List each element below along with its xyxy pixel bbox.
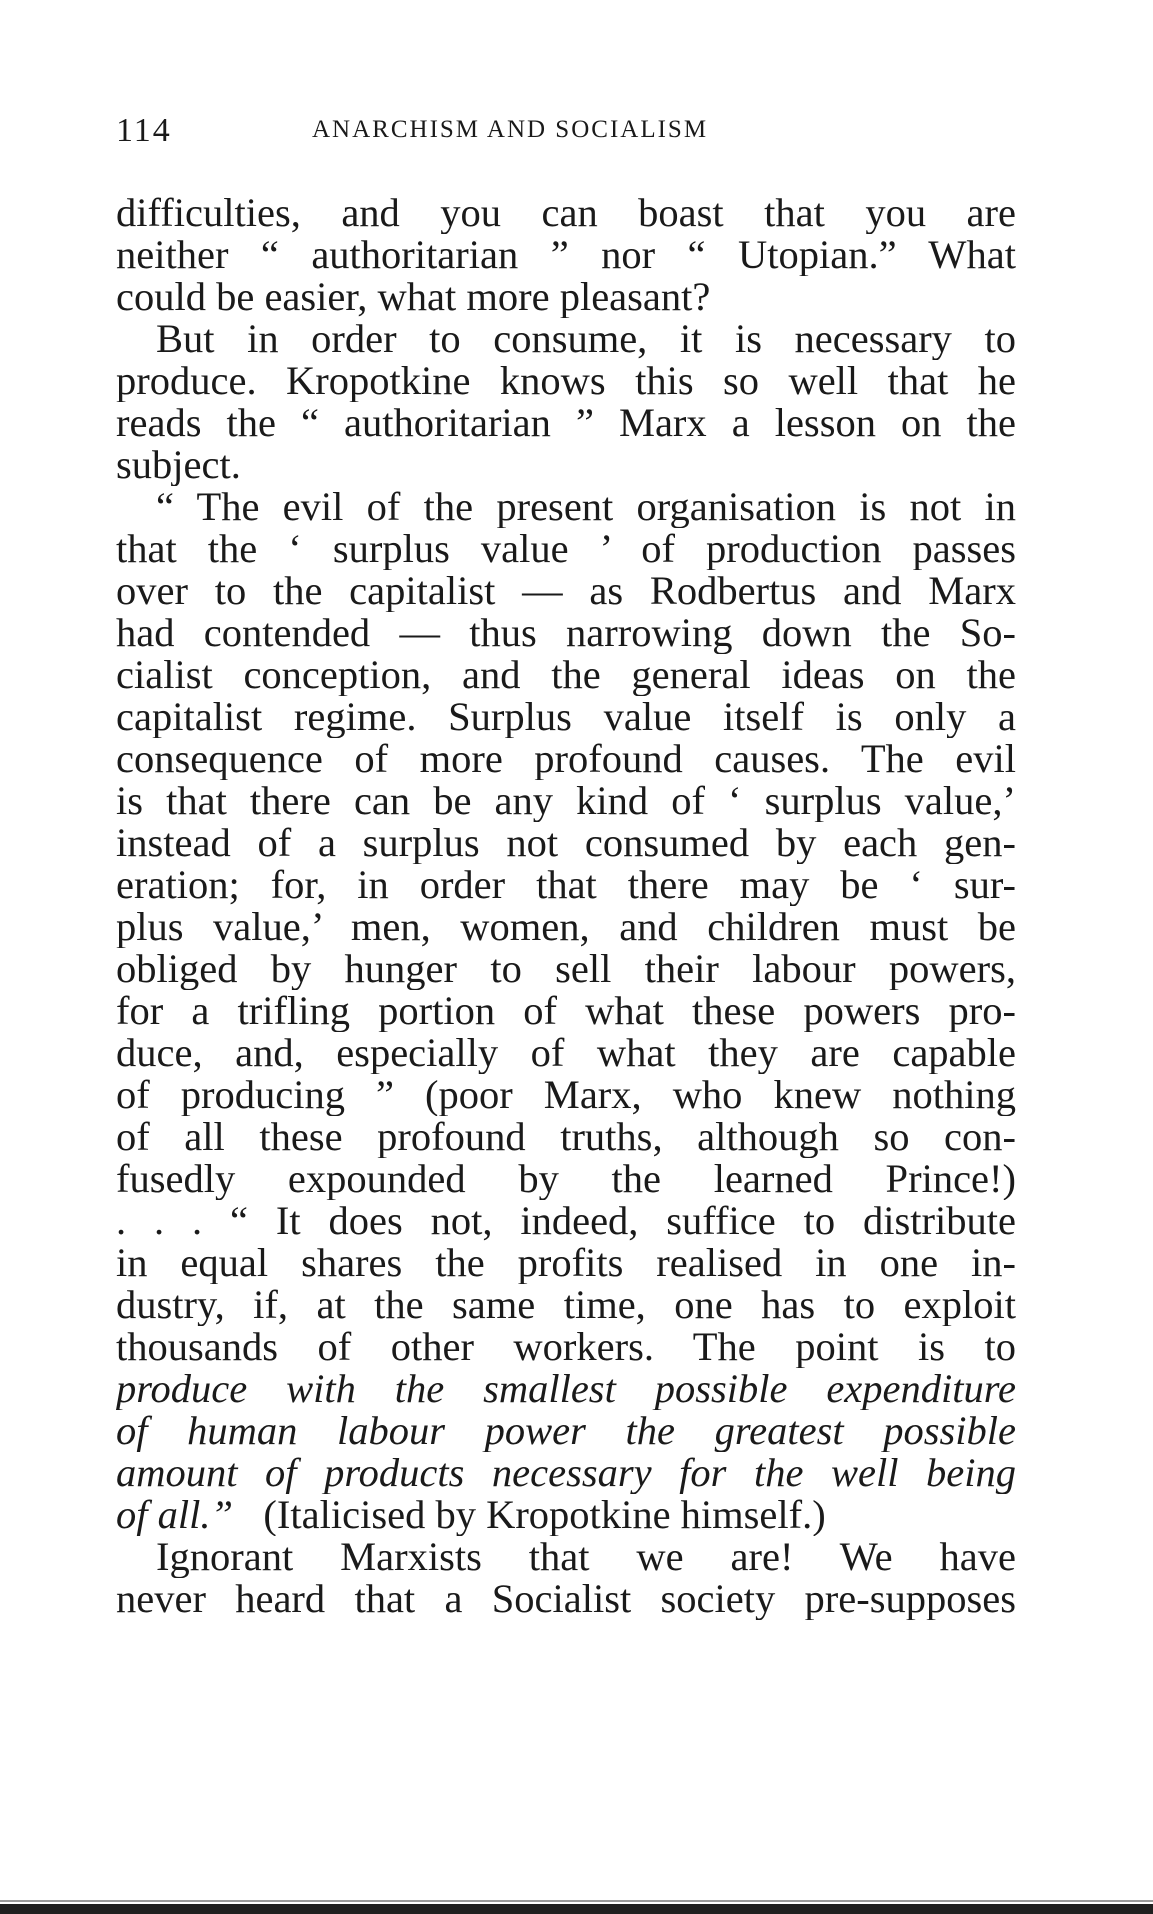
text-line: never heard that a Socialist society pre-supposes — [116, 1578, 1016, 1620]
text-line-mixed — [116, 1494, 1016, 1536]
text-line: dustry, if, at the same time, one has to exploit — [116, 1284, 1016, 1326]
text-line: over to the capitalist — as Rodbertus and Marx — [116, 570, 1016, 612]
text-line: for a trifling portion of what these powers pro- — [116, 990, 1016, 1032]
italic-line — [116, 1410, 1016, 1452]
italic-text: of all.” — [116, 1494, 234, 1536]
scan-edge — [0, 1904, 1153, 1914]
italic-text: produce with the smallest possible expenditure — [116, 1368, 1016, 1410]
text-line: instead of a surplus not consumed by each gen- — [116, 822, 1016, 864]
text-line: cialist conception, and the general ideas on the — [116, 654, 1016, 696]
text-line: “ The evil of the present organisation is not in — [156, 486, 1016, 528]
text-line: eration; for, in order that there may be ‘ sur- — [116, 864, 1016, 906]
text-line: capitalist regime. Surplus value itself is only a — [116, 696, 1016, 738]
text-line: produce. Kropotkine knows this so well that he — [116, 360, 1016, 402]
italic-text: of human labour power the greatest possible — [116, 1410, 1016, 1452]
italic-text: amount of products necessary for the well being — [116, 1452, 1016, 1494]
text-line: But in order to consume, it is necessary to — [156, 318, 1016, 360]
text-line: neither “ authoritarian ” nor “ Utopian.” What — [116, 234, 1016, 276]
page-number: 114 — [116, 112, 172, 149]
text-line: subject. — [116, 444, 241, 486]
body-text — [116, 192, 1016, 1620]
text-line: of all these profound truths, although so con- — [116, 1116, 1016, 1158]
italic-line — [116, 1368, 1016, 1410]
text-line: is that there can be any kind of ‘ surplus value,’ — [116, 780, 1016, 822]
text-line: of producing ” (poor Marx, who knew nothing — [116, 1074, 1016, 1116]
text-line: plus value,’ men, women, and children must be — [116, 906, 1016, 948]
text-line: obliged by hunger to sell their labour powers, — [116, 948, 1016, 990]
text-line: could be easier, what more pleasant? — [116, 276, 711, 318]
text-line: duce, and, especially of what they are capable — [116, 1032, 1016, 1074]
text-line: Ignorant Marxists that we are! We have — [156, 1536, 1016, 1578]
text-line: in equal shares the profits realised in one in- — [116, 1242, 1016, 1284]
text-line: . . . “ It does not, indeed, suffice to distribute — [116, 1200, 1016, 1242]
text-line: had contended — thus narrowing down the So- — [116, 612, 1016, 654]
italic-line — [116, 1452, 1016, 1494]
text-line: consequence of more profound causes. The evil — [116, 738, 1016, 780]
text-line: that the ‘ surplus value ’ of production passes — [116, 528, 1016, 570]
running-head — [116, 112, 1016, 152]
text-line: reads the “ authoritarian ” Marx a lesson on the — [116, 402, 1016, 444]
scan-edge-thin — [0, 1900, 1153, 1902]
running-title: ANARCHISM AND SOCIALISM — [312, 116, 709, 143]
text-line: difficulties, and you can boast that you are — [116, 192, 1016, 234]
text-line: thousands of other workers. The point is to — [116, 1326, 1016, 1368]
text-line: fusedly expounded by the learned Prince!) — [116, 1158, 1016, 1200]
editorial-note: (Italicised by Kropotkine himself.) — [263, 1494, 826, 1536]
